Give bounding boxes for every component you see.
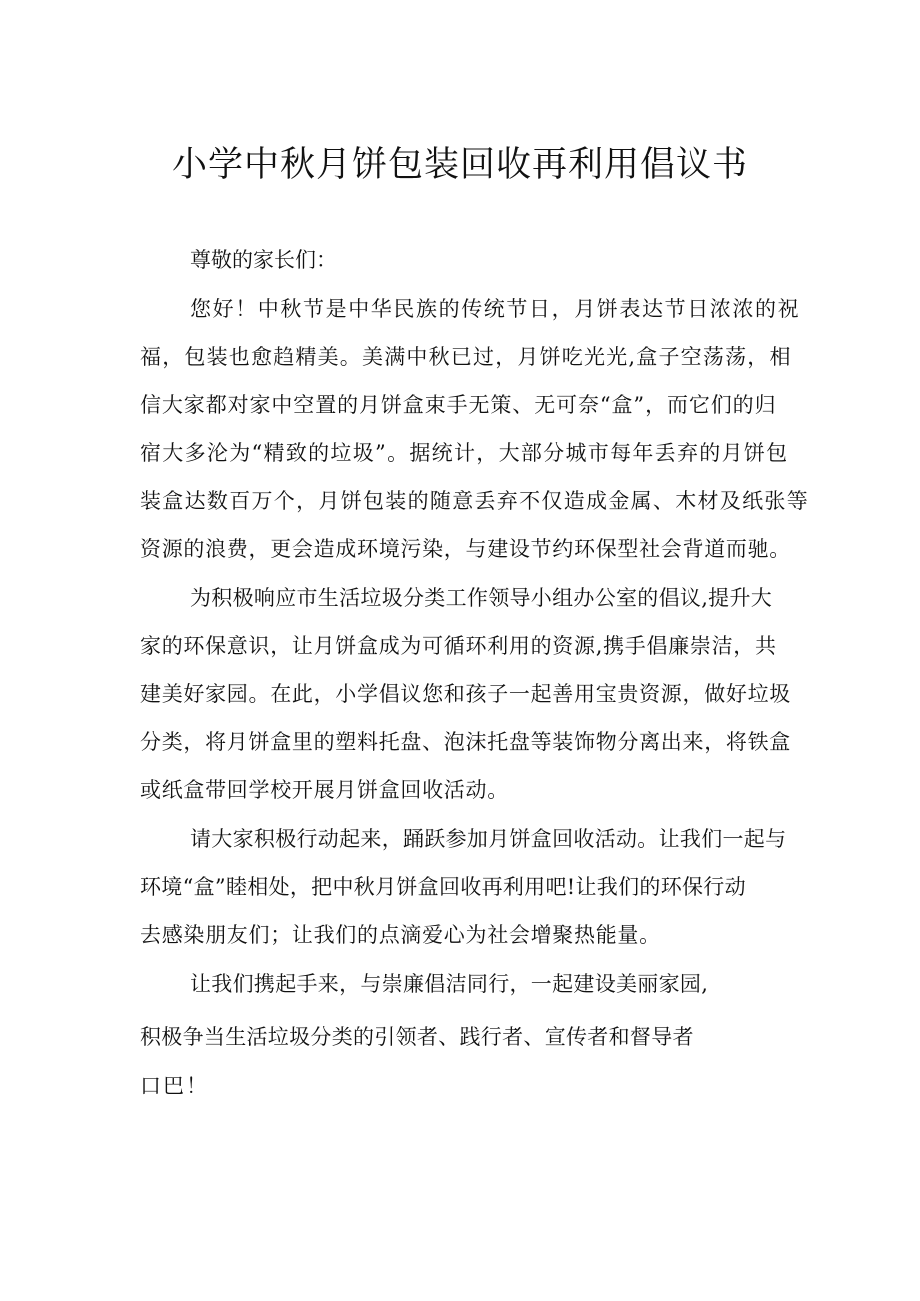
paragraph-line: 家的环保意识，让月饼盒成为可循环利用的资源,携手倡廉崇洁，共 [140, 634, 777, 658]
paragraph-line: 积极争当生活垃圾分类的引领者、践行者、宣传者和督导者 [140, 1025, 694, 1049]
paragraph-line: 去感染朋友们；让我们的点滴爱心为社会增聚热能量。 [140, 923, 661, 947]
paragraph-line: 请大家积极行动起来，踊跃参加月饼盒回收活动。让我们一起与 [190, 827, 787, 851]
paragraph-line: 宿大多沦为“精致的垃圾”。据统计，大部分城市每年丢弃的月饼包 [140, 441, 789, 465]
document-title: 小学中秋月饼包装回收再利用倡议书 [171, 145, 748, 185]
paragraph-line: 您好！中秋节是中华民族的传统节日，月饼表达节日浓浓的祝 [190, 297, 801, 321]
paragraph-line: 环境“盒”睦相处，把中秋月饼盒回收再利用吧!让我们的环保行动 [140, 875, 746, 899]
paragraph-line: 建美好家园。在此，小学倡议您和孩子一起善用宝贵资源，做好垃圾 [140, 682, 791, 706]
salutation: 尊敬的家长们： [190, 248, 337, 272]
paragraph-line: 信大家都对家中空置的月饼盒束手无策、无可奈“盒”，而它们的归 [140, 393, 777, 417]
paragraph-line: 装盒达数百万个，月饼包装的随意丢弃不仅造成金属、木材及纸张等 [140, 489, 809, 513]
paragraph-line: 资源的浪费，更会造成环境污染，与建设节约环保型社会背道而驰。 [140, 537, 791, 561]
paragraph-line: 或纸盒带回学校开展月饼盒回收活动。 [140, 778, 509, 802]
paragraph-line: 为积极响应市生活垃圾分类工作领导小组办公室的倡议,提升大 [190, 586, 773, 610]
paragraph-line: 口巴！ [140, 1074, 209, 1098]
paragraph-line: 福，包装也愈趋精美。美满中秋已过，月饼吃光光,盒子空荡荡，相 [140, 345, 792, 369]
paragraph-line: 分类，将月饼盒里的塑料托盘、泡沫托盘等装饰物分离出来，将铁盒 [140, 730, 791, 754]
paragraph-line: 让我们携起手来，与崇廉倡洁同行，一起建设美丽家园, [190, 972, 709, 996]
